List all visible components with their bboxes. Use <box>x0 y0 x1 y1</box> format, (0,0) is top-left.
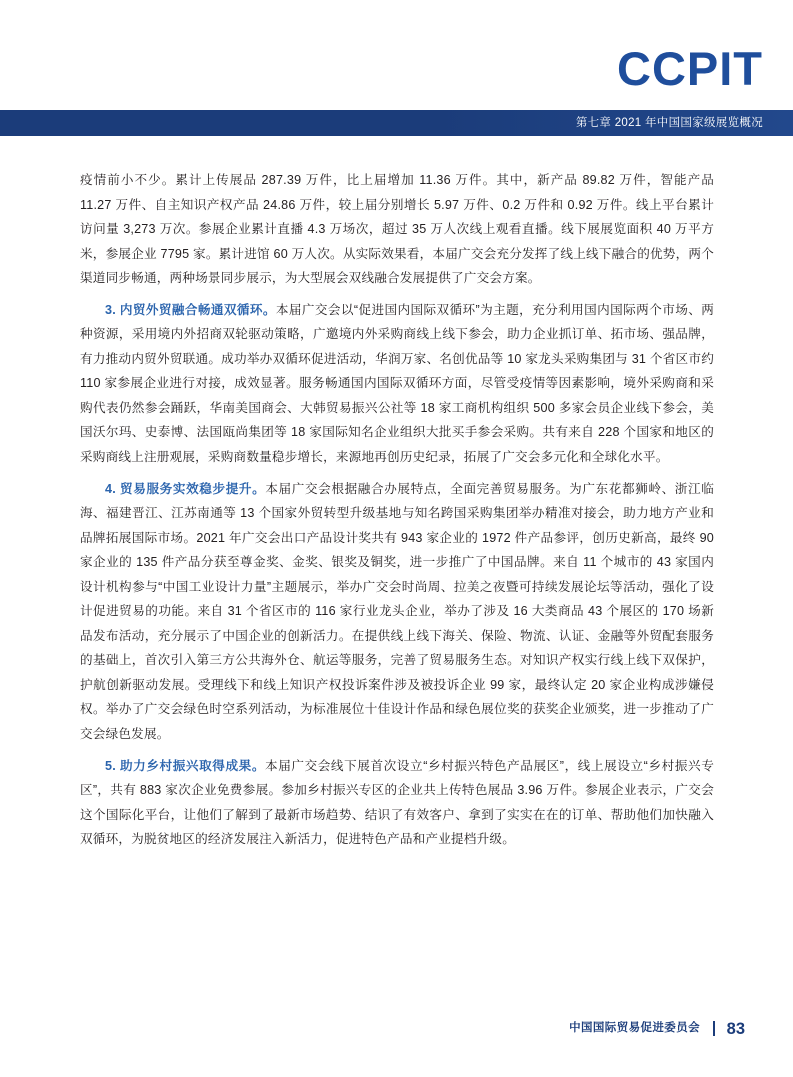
section-number-3: 3. <box>105 302 116 317</box>
page-footer <box>0 1009 793 1038</box>
page-header <box>0 0 793 140</box>
section-item-4 <box>80 477 714 747</box>
section-item-3 <box>80 298 714 470</box>
page-number: 83 <box>726 1020 745 1038</box>
section-lead-3: 内贸外贸融合畅通双循环。 <box>119 302 276 317</box>
footer-separator <box>713 1021 715 1036</box>
section-lead-4: 贸易服务实效稳步提升。 <box>120 481 266 496</box>
chapter-title: 第七章 2021 年中国国家级展览概况 <box>575 117 763 129</box>
footer-organization: 中国国际贸易促进委员会 <box>569 1022 700 1034</box>
section-lead-5: 助力乡村振兴取得成果。 <box>120 758 266 773</box>
section-text-4: 本届广交会根据融合办展特点，全面完善贸易服务。为广东花都狮岭、浙江临海、福建晋江、江苏南通等 13 个国家外贸转型升级基地与知名跨国采购集团举办精准对接会，助力地方产业和品牌拓展国际市场。2021 年广交会出口产品设计奖共有 943 家企业的 1972 件产品参评，创历史新高，最终 90 家企业的 135 件产品分获至尊金奖、金奖、银奖及铜奖，进一步推广了中国品牌。来自 11 个城市的 43 家国内设计机构参与“中国工业设计力量”主题展示，举办广交会时尚周、拉美之夜暨可持续发展论坛等活动，强化了设计促进贸易的功能。来自 31 个省区市的 116 家行业龙头企业，举办了涉及 16 大类商品 43 个展区的 170 场新品发布活动，充分展示了中国企业的创新活力。在提供线上线下海关、保险、物流、认证、金融等外贸配套服务的基础上，首次引入第三方公共海外仓、航运等服务，完善了贸易服务生态。对知识产权实行线上线下双保护，护航创新驱动发展。受理线下和线上知识产权投诉案件涉及被投诉企业 99 家，最终认定 20 家企业构成涉嫌侵权。举办了广交会绿色时空系列活动，为标准展位十佳设计作品和绿色展位奖的获奖企业颁奖，进一步推动了广交会绿色发展。 <box>80 481 714 742</box>
section-text-3: 本届广交会以“促进国内国际双循环”为主题，充分利用国内国际两个市场、两种资源，采用境内外招商双轮驱动策略，广邀境内外采购商线上线下参会，助力企业抓订单、拓市场、强品牌，有力推动内贸外贸联通。成功举办双循环促进活动，华润万家、名创优品等 10 家龙头采购集团与 31 个省区市约 110 家参展企业进行对接，成效显著。服务畅通国内国际双循环方面，尽管受疫情等因素影响，境外采购商和采购代表仍然参会踊跃，华南美国商会、大韩贸易振兴公社等 18 家工商机构组织 500 多家会员企业线下参会，美国沃尔玛、史泰博、法国瓯尚集团等 18 家国际知名企业组织大批买手参会采购。共有来自 228 个国家和地区的采购商线上注册观展，采购商数量稳步增长，来源地再创历史纪录，拓展了广交会多元化和全球化水平。 <box>80 302 714 465</box>
section-number-4: 4. <box>105 481 116 496</box>
paragraph-continued: 疫情前小不少。累计上传展品 287.39 万件，比上届增加 11.36 万件。其中，新产品 89.82 万件，智能产品 11.27 万件、自主知识产权产品 24.86 万件，较上届分别增长 5.97 万件、0.2 万件和 0.92 万件。线上平台累计访问量 3,273 万次。参展企业累计直播 4.3 万场次，超过 35 万人次线上观看直播。线下展展览面积 40 万平方米，参展企业 7795 家。累计进馆 60 万人次。从实际效果看，本届广交会充分发挥了线上线下融合的优势，两个渠道同步畅通，两种场景同步展示，为大型展会双线融合发展提供了广交会方案。 <box>80 173 714 286</box>
ccpit-logo: CCPIT <box>617 42 763 95</box>
header-divider <box>0 136 793 138</box>
section-number-5: 5. <box>105 758 116 773</box>
section-text-5: 本届广交会线下展首次设立“乡村振兴特色产品展区”，线上展设立“乡村振兴专区”，共有 883 家次企业免费参展。参加乡村振兴专区的企业共上传特色展品 3.96 万件。参展企业表示，广交会这个国际化平台，让他们了解到了最新市场趋势、结识了有效客户、拿到了实实在在的订单、帮助他们加快融入双循环，为脱贫地区的经济发展注入新活力，促进特色产品和产业提档升级。 <box>80 758 714 847</box>
section-item-5 <box>80 754 714 852</box>
page-content <box>80 168 714 853</box>
